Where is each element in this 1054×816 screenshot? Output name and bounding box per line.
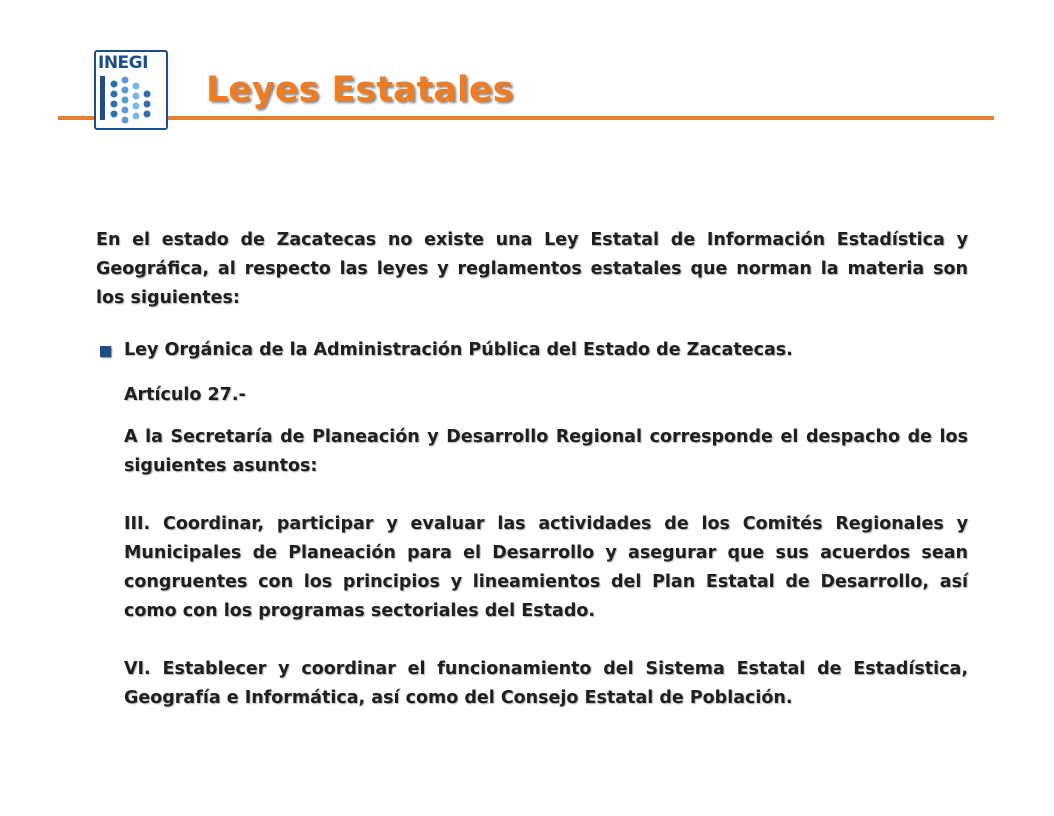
- fraction-vi-paragraph: VI. Establecer y coordinar el funcionamiento del Sistema Estatal de Estadística, Geografía e Informática, así como del Consejo Estatal de Población.: [124, 659, 968, 708]
- slide-title: Leyes Estatales: [206, 70, 514, 110]
- slide-content: [96, 226, 968, 713]
- header-divider: [58, 116, 994, 120]
- law-list-item: [96, 336, 968, 365]
- fraction-iii-paragraph: III. Coordinar, participar y evaluar las actividades de los Comités Regionales y Municipales de Planeación para el Desarrollo y asegurar que sus acuerdos sean congruentes con los principios y lineamientos del Plan Estatal de Desarrollo, así como con los programas sectoriales del Estado.: [124, 514, 968, 621]
- inegi-logo: [94, 50, 168, 130]
- intro-paragraph: En el estado de Zacatecas no existe una Ley Estatal de Información Estadística y Geográfica, al respecto las leyes y reglamentos estatales que norman la materia son los siguientes:: [96, 230, 968, 308]
- logo-text: INEGI: [98, 53, 148, 73]
- article-paragraph: A la Secretaría de Planeación y Desarrollo Regional corresponde el despacho de los siguientes asuntos:: [124, 427, 968, 476]
- article-label: Artículo 27.-: [124, 385, 246, 405]
- law-title: Ley Orgánica de la Administración Pública del Estado de Zacatecas.: [124, 340, 793, 360]
- logo-bars-icon: [94, 50, 168, 130]
- square-bullet-icon: [100, 346, 111, 357]
